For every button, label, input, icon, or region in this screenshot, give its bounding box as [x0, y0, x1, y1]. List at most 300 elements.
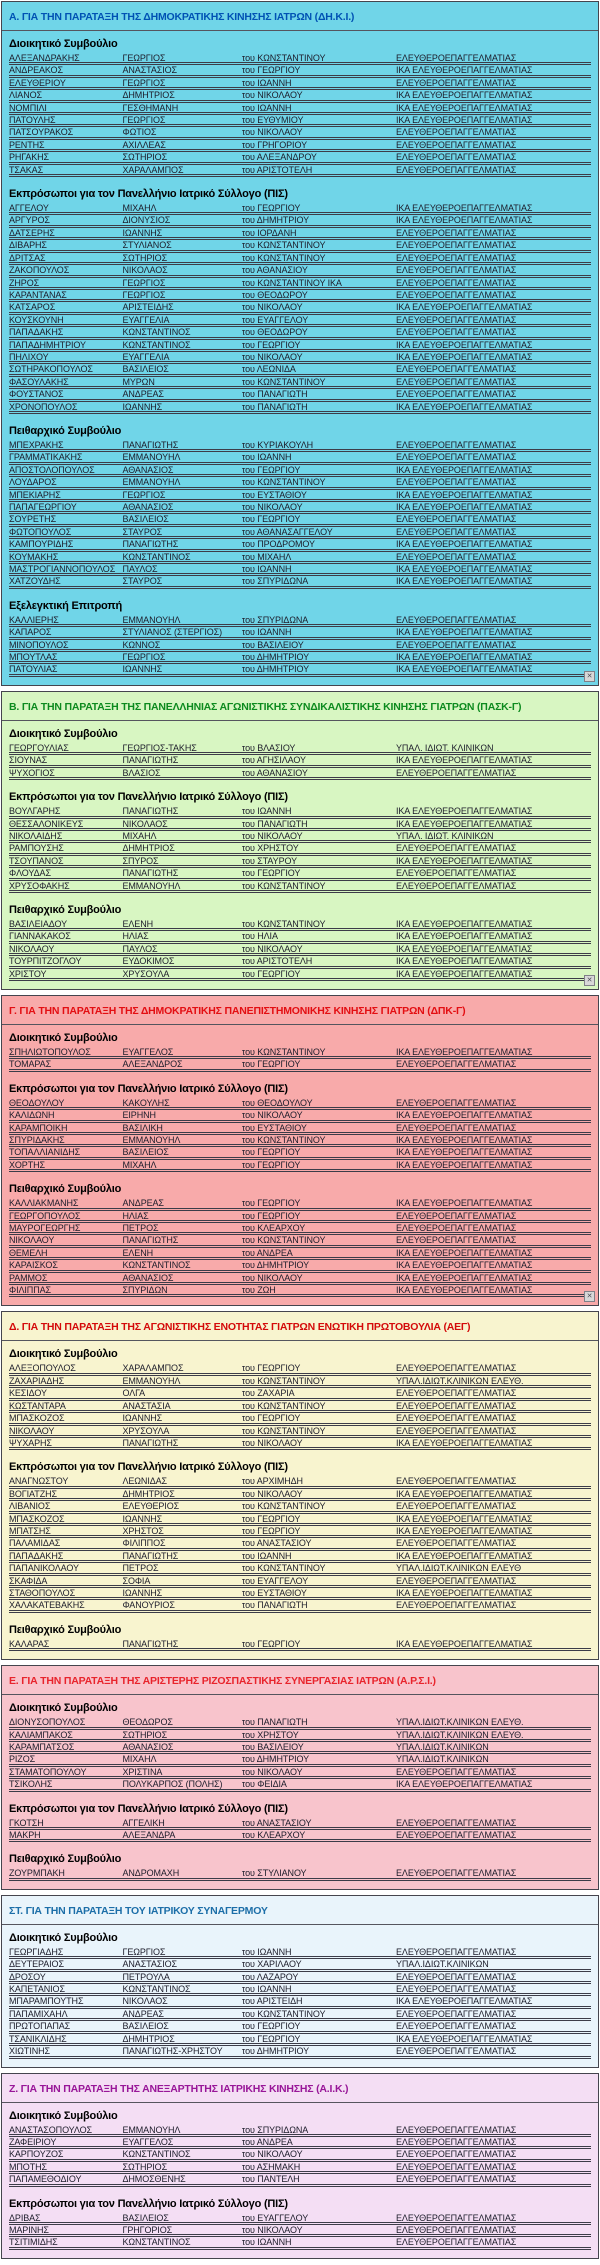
party-section-Γ [1, 995, 599, 1307]
candidate-surname: ΤΣΟΥΠΑΝΟΣ [9, 856, 64, 866]
candidate-row [9, 327, 591, 339]
candidate-row [9, 377, 591, 389]
candidate-row [9, 389, 591, 401]
candidate-father-name: του ΠΑΝΑΓΙΩΤΗ [241, 402, 308, 411]
candidate-surname: ΠΑΠΑΜΙΧΑΗΛ [9, 2009, 68, 2019]
candidate-row [9, 1211, 591, 1223]
candidate-father-name: του ΑΓΗΣΙΛΑΟΥ [241, 756, 306, 765]
candidate-occupation: ΕΛΕΥΘΕΡΟΕΠΑΓΓΕΛΜΑΤΙΑΣ [396, 2137, 517, 2147]
candidate-occupation: ΕΛΕΥΘΕΡΟΕΠΑΓΓΕΛΜΑΤΙΑΣ [396, 266, 517, 275]
group-heading: Εκπρόσωποι για τον Πανελλήνιο Ιατρικό Σύλλογο (ΠΙΣ) [9, 1461, 288, 1474]
party-section-groups [2, 1702, 598, 1881]
candidate-row [9, 1959, 591, 1971]
candidate-rows [9, 1947, 591, 2059]
candidate-row [9, 1576, 591, 1588]
candidate-first-name: ΛΕΩΝΙΔΑΣ [122, 1477, 168, 1486]
candidate-father-name: του ΕΥΑΓΓΕΛΟΥ [241, 2213, 309, 2222]
candidate-occupation: ΙΚΑ ΕΛΕΥΘΕΡΟΕΠΑΓΓΕΛΜΑΤΙΑΣ [396, 932, 533, 941]
candidate-occupation: ΕΛΕΥΘΕΡΟΕΠΑΓΓΕΛΜΑΤΙΑΣ [396, 1818, 517, 1828]
candidate-first-name: ΝΙΚΟΛΑΟΣ [122, 266, 168, 275]
candidate-surname: ΚΩΣΤΑΝΤΑΡΑ [9, 1401, 66, 1411]
candidate-surname: ΜΠΟΤΗΣ [9, 2162, 47, 2172]
candidate-father-name: του ΝΙΚΟΛΑΟΥ [241, 91, 303, 100]
candidate-occupation: ΕΛΕΥΘΕΡΟΕΠΑΓΓΕΛΜΑΤΙΑΣ [396, 153, 517, 162]
candidate-father-name: του ΓΕΩΡΓΙΟΥ [241, 1060, 301, 1069]
candidate-occupation: ΙΚΑ ΕΛΕΥΘΕΡΟΕΠΑΓΓΕΛΜΑΤΙΑΣ [396, 1588, 533, 1598]
candidate-first-name: ΣΟΦΙΑ [122, 1576, 151, 1585]
candidate-father-name: του ΔΗΜΗΤΡΙΟΥ [241, 665, 310, 674]
candidate-first-name: ΠΕΤΡΟΥΛΑ [122, 1972, 170, 1982]
candidate-row [9, 65, 591, 77]
candidate-first-name: ΕΜΜΑΝΟΥΗΛ [122, 1136, 181, 1145]
candidate-occupation: ΙΚΑ ΕΛΕΥΘΕΡΟΕΠΑΓΓΕΛΜΑΤΙΑΣ [396, 969, 533, 978]
candidate-surname: ΖΟΥΡΜΠΑΚΗ [9, 1869, 65, 1878]
candidate-surname: ΧΡΟΝΟΠΟΥΛΟΣ [9, 402, 78, 411]
candidate-rows [9, 1868, 591, 1880]
candidate-rows [9, 1639, 591, 1651]
candidate-occupation: ΙΚΑ ΕΛΕΥΘΕΡΟΕΠΑΓΓΕΛΜΑΤΙΑΣ [396, 944, 533, 954]
candidate-row [9, 627, 591, 639]
candidate-row [9, 514, 591, 526]
candidate-occupation: ΙΚΑ ΕΛΕΥΘΕΡΟΕΠΑΓΓΕΛΜΑΤΙΑΣ [396, 665, 533, 674]
candidate-occupation: ΕΛΕΥΘΕΡΟΕΠΑΓΓΕΛΜΑΤΙΑΣ [396, 1947, 517, 1957]
candidate-father-name: του ΝΙΚΟΛΑΟΥ [241, 1111, 303, 1120]
group-heading: Διοικητικό Συμβούλιο [9, 727, 118, 740]
candidate-surname: ΖΑΦΕΙΡΙΟΥ [9, 2137, 57, 2147]
candidate-row [9, 2149, 591, 2161]
election-candidate-lists-document [1, 1, 599, 2259]
candidate-rows [9, 1047, 591, 1072]
candidate-first-name: ΓΕΩΡΓΙΟΣ [122, 116, 166, 125]
candidate-first-name: ΓΕΩΡΓΙΟΣ [122, 290, 166, 300]
candidate-first-name: ΑΛΕΞΑΝΔΡΑ [122, 1831, 176, 1840]
candidate-occupation: ΕΛΕΥΘΕΡΟΕΠΑΓΓΕΛΜΑΤΙΑΣ [396, 328, 517, 337]
candidate-row [9, 1818, 591, 1830]
candidate-rows [9, 53, 591, 177]
candidate-occupation: ΕΛΕΥΘΕΡΟΕΠΑΓΓΕΛΜΑΤΙΑΣ [396, 640, 517, 650]
candidate-first-name: ΗΛΙΑΣ [122, 1211, 149, 1221]
candidate-occupation: ΥΠΑΛ.ΙΔΙΩΤ.ΚΛΙΝΙΚΩΝ [396, 1743, 489, 1752]
candidate-father-name: του ΕΥΑΓΓΕΛΟΥ [241, 315, 309, 325]
candidate-surname: ΠΑΠΑΝΙΚΟΛΑΟΥ [9, 1564, 79, 1573]
candidate-father-name: του ΑΝΔΡΕΑ [241, 2137, 293, 2147]
candidate-father-name: του ΕΥΑΓΓΕΛΟΥ [241, 1576, 309, 1585]
candidate-father-name: του ΚΩΝΣΤΑΝΤΙΝΟΥ [241, 1401, 326, 1411]
candidate-occupation: ΙΚΑ ΕΛΕΥΘΕΡΟΕΠΑΓΓΕΛΜΑΤΙΑΣ [396, 1047, 533, 1057]
candidate-first-name: ΕΜΜΑΝΟΥΗΛ [122, 881, 181, 890]
candidate-surname: ΣΙΟΥΝΑΣ [9, 756, 48, 765]
candidate-father-name: του ΑΡΙΣΤΟΤΕΛΗ [241, 957, 313, 966]
broken-image-icon[interactable]: ✕ [584, 975, 595, 986]
candidate-first-name: ΣΤΥΛΙΑΝΟΣ (ΣΤΕΡΓΙΟΣ) [122, 628, 223, 637]
candidate-first-name: ΒΑΣΙΛΕΙΟΣ [122, 515, 169, 524]
candidate-row [9, 2213, 591, 2225]
candidate-occupation: ΙΚΑ ΕΛΕΥΘΕΡΟΕΠΑΓΓΕΛΜΑΤΙΑΣ [396, 103, 533, 113]
candidate-first-name: ΣΤΥΛΙΑΝΟΣ [122, 241, 172, 250]
candidate-rows [9, 2213, 591, 2250]
candidate-first-name: ΚΩΝΣΤΑΝΤΙΝΟΣ [122, 2150, 191, 2159]
candidate-occupation: ΕΛΕΥΘΕΡΟΕΠΑΓΓΕΛΜΑΤΙΑΣ [396, 881, 517, 890]
candidate-father-name: του ΠΑΝΑΓΙΩΤΗ [241, 390, 308, 399]
candidate-group [2, 38, 598, 177]
candidate-first-name: ΒΑΣΙΛΕΙΟΣ [122, 2022, 169, 2031]
candidate-surname: ΑΝΑΓΝΩΣΤΟΥ [9, 1477, 69, 1486]
candidate-first-name: ΣΠΥΡΟΣ [122, 856, 159, 866]
candidate-rows [9, 2125, 591, 2187]
candidate-occupation: ΕΛΕΥΘΕΡΟΕΠΑΓΓΕΛΜΑΤΙΑΣ [396, 1123, 517, 1132]
candidate-occupation: ΕΛΕΥΘΕΡΟΕΠΑΓΓΕΛΜΑΤΙΑΣ [396, 1060, 517, 1069]
candidate-father-name: του ΑΣΗΜΑΚΗ [241, 2162, 301, 2172]
candidate-row [9, 755, 591, 767]
candidate-surname: ΠΡΩΤΟΠΑΠΑΣ [9, 2022, 71, 2031]
candidate-father-name: του ΚΩΝΣΤΑΝΤΙΝΟΥ [241, 54, 326, 63]
candidate-father-name: του ΧΡΗΣΤΟΥ [241, 1730, 299, 1739]
candidate-surname: ΛΟΥΔΑΡΟΣ [9, 478, 57, 487]
candidate-father-name: του ΛΑΖΑΡΟΥ [241, 1972, 299, 1982]
candidate-surname: ΓΡΑΜΜΑΤΙΚΑΚΗΣ [9, 453, 83, 462]
candidate-row [9, 576, 591, 588]
candidate-surname: ΑΛΕΞΑΝΔΡΑΚΗΣ [9, 54, 80, 63]
candidate-father-name: του ΓΕΩΡΓΙΟΥ [241, 2034, 301, 2044]
party-section-groups [2, 38, 598, 677]
candidate-surname: ΛΙΑΝΟΣ [9, 91, 42, 100]
candidate-surname: ΔΙΟΝΥΣΟΠΟΥΛΟΣ [9, 1718, 86, 1727]
candidate-first-name: ΧΑΡΑΛΑΜΠΟΣ [122, 1364, 184, 1373]
candidate-occupation: ΕΛΕΥΘΕΡΟΕΠΑΓΓΕΛΜΑΤΙΑΣ [396, 365, 517, 374]
candidate-father-name: του ΙΩΑΝΝΗ [241, 565, 292, 574]
candidate-row [9, 1413, 591, 1425]
candidate-first-name: ΝΙΚΟΛΑΟΣ [122, 819, 168, 828]
candidate-occupation: ΙΚΑ ΕΛΕΥΘΕΡΟΕΠΑΓΓΕΛΜΑΤΙΑΣ [396, 490, 533, 499]
group-heading: Πειθαρχικό Συμβούλιο [9, 1853, 122, 1866]
candidate-surname: ΧΙΩΤΙΝΗΣ [9, 2047, 50, 2056]
candidate-row [9, 1160, 591, 1172]
candidate-occupation: ΙΚΑ ΕΛΕΥΘΕΡΟΕΠΑΓΓΕΛΜΑΤΙΑΣ [396, 856, 533, 866]
candidate-surname: ΓΙΑΝΝΑΚΑΚΟΣ [9, 932, 71, 941]
candidate-father-name: του ΙΩΑΝΝΗ [241, 1985, 292, 1994]
candidate-row [9, 2137, 591, 2149]
candidate-first-name: ΑΛΕΞΑΝΔΡΟΣ [122, 1060, 183, 1069]
candidate-rows [9, 806, 591, 893]
candidate-surname: ΜΠΟΥΤΛΑΣ [9, 653, 58, 662]
candidate-occupation: ΕΛΕΥΘΕΡΟΕΠΑΓΓΕΛΜΑΤΙΑΣ [396, 527, 517, 537]
candidate-first-name: ΜΥΡΩΝ [122, 377, 155, 387]
candidate-occupation: ΕΛΕΥΘΕΡΟΕΠΑΓΓΕΛΜΑΤΙΑΣ [396, 128, 517, 137]
candidate-occupation: ΕΛΕΥΘΕΡΟΕΠΑΓΓΕΛΜΑΤΙΑΣ [396, 315, 517, 325]
candidate-father-name: του ΣΠΥΡΙΔΩΝΑ [241, 2125, 309, 2134]
candidate-father-name: του ΓΕΩΡΓΙΟΥ [241, 1160, 301, 1170]
candidate-occupation: ΙΚΑ ΕΛΕΥΘΕΡΟΕΠΑΓΓΕΛΜΑΤΙΑΣ [396, 1160, 533, 1170]
candidate-first-name: ΒΑΣΙΛΕΙΟΣ [122, 2213, 169, 2222]
candidate-surname: ΤΟΥΡΠΙΤΖΟΓΛΟΥ [9, 957, 82, 966]
candidate-surname: ΣΤΑΜΑΤΟΠΟΥΛΟΥ [9, 1767, 87, 1777]
candidate-surname: ΡΑΜΜΟΣ [9, 1273, 48, 1283]
candidate-group [2, 2110, 598, 2187]
party-section-title: ΣΤ. ΓΙΑ ΤΗΝ ΠΑΡΑΤΑΞΗ ΤΟΥ ΙΑΤΡΙΚΟΥ ΣΥΝΑΓΕΡΜΟΥ [2, 1896, 598, 1925]
candidate-group [2, 904, 598, 981]
candidate-surname: ΠΑΤΟΥΛΙΑΣ [9, 665, 58, 674]
candidate-row [9, 1110, 591, 1122]
candidate-father-name: του ΛΕΩΝΙΔΑ [241, 365, 296, 374]
candidate-father-name: του ΙΩΑΝΝΗ [241, 103, 292, 113]
candidate-occupation: ΙΚΑ ΕΛΕΥΘΕΡΟΕΠΑΓΓΕΛΜΑΤΙΑΣ [396, 819, 533, 828]
candidate-surname: ΔΡΙΤΣΑΣ [9, 253, 46, 263]
candidate-occupation: ΙΚΑ ΕΛΕΥΘΕΡΟΕΠΑΓΓΕΛΜΑΤΙΑΣ [396, 216, 533, 225]
candidate-row [9, 2225, 591, 2237]
candidate-surname: ΑΓΓΕΛΟΥ [9, 204, 49, 213]
candidate-row [9, 290, 591, 302]
candidate-occupation: ΕΛΕΥΘΕΡΟΕΠΑΓΓΕΛΜΑΤΙΑΣ [396, 390, 517, 399]
candidate-row [9, 140, 591, 152]
candidate-surname: ΠΑΛΑΜΙΔΑΣ [9, 1539, 61, 1548]
candidate-father-name: του ΝΙΚΟΛΑΟΥ [241, 2150, 303, 2159]
candidate-first-name: ΓΕΩΡΓΙΟΣ [122, 653, 166, 662]
candidate-first-name: ΑΝΑΣΤΑΣΙΑ [122, 1401, 171, 1411]
candidate-row [9, 1600, 591, 1612]
candidate-row [9, 768, 591, 780]
candidate-occupation: ΕΛΕΥΘΕΡΟΕΠΑΓΓΕΛΜΑΤΙΑΣ [396, 869, 517, 878]
candidate-occupation: ΕΛΕΥΘΕΡΟΕΠΑΓΓΕΛΜΑΤΙΑΣ [396, 1477, 517, 1486]
candidate-row [9, 203, 591, 215]
candidate-surname: ΣΚΑΦΙΔΑ [9, 1576, 48, 1585]
candidate-occupation: ΙΚΑ ΕΛΕΥΘΕΡΟΕΠΑΓΓΕΛΜΑΤΙΑΣ [396, 1148, 533, 1157]
candidate-group [2, 1461, 598, 1612]
group-heading: Διοικητικό Συμβούλιο [9, 1702, 118, 1715]
candidate-row [9, 969, 591, 981]
candidate-father-name: του ΓΕΩΡΓΙΟΥ [241, 1211, 301, 1221]
candidate-father-name: του ΚΩΝΣΤΑΝΤΙΝΟΥ [241, 253, 326, 263]
candidate-row [9, 1388, 591, 1400]
group-heading: Διοικητικό Συμβούλιο [9, 38, 118, 50]
candidate-row [9, 477, 591, 489]
candidate-row [9, 340, 591, 352]
candidate-row [9, 664, 591, 676]
candidate-father-name: του ΚΥΡΙΑΚΟΥΛΗ [241, 440, 314, 450]
candidate-surname: ΜΠΕΧΡΑΚΗΣ [9, 440, 64, 450]
candidate-first-name: ΕΥΔΟΚΙΜΟΣ [122, 957, 175, 966]
candidate-surname: ΦΙΛΙΠΠΑΣ [9, 1286, 51, 1295]
candidate-first-name: ΓΕΩΡΓΙΟΣ [122, 490, 166, 499]
candidate-first-name: ΕΜΜΑΝΟΥΗΛ [122, 1376, 181, 1386]
candidate-surname: ΨΥΧΑΡΗΣ [9, 1438, 52, 1448]
candidate-first-name: ΑΝΔΡΕΑΣ [122, 1199, 164, 1208]
candidate-surname: ΚΑΛΛΙΑΚΜΑΝΗΣ [9, 1199, 79, 1208]
candidate-first-name: ΑΡΙΣΤΕΙΔΗΣ [122, 303, 174, 312]
party-section-B [1, 691, 599, 990]
candidate-first-name: ΔΙΟΝΥΣΙΟΣ [122, 216, 171, 225]
candidate-surname: ΝΙΚΟΛΑΪΔΗΣ [9, 831, 63, 841]
candidate-group [2, 1624, 598, 1651]
candidate-father-name: του ΣΠΥΡΙΔΩΝΑ [241, 577, 309, 586]
candidate-surname: ΚΕΣΙΔΟΥ [9, 1389, 47, 1398]
candidate-surname: ΧΑΛΑΚΑΤΕΒΑΚΗΣ [9, 1601, 85, 1610]
candidate-occupation: ΕΛΕΥΘΕΡΟΕΠΑΓΓΕΛΜΑΤΙΑΣ [396, 1211, 517, 1221]
candidate-father-name: του ΖΑΧΑΡΙΑ [241, 1389, 295, 1398]
candidate-row [9, 127, 591, 139]
candidate-father-name: του ΓΕΩΡΓΙΟΥ [241, 204, 301, 213]
candidate-surname: ΤΟΠΑΛΛΙΑΝΙΔΗΣ [9, 1148, 81, 1157]
candidate-first-name: ΠΑΥΛΟΣ [122, 944, 158, 954]
candidate-occupation: ΕΛΕΥΘΕΡΟΕΠΑΓΓΕΛΜΑΤΙΑΣ [396, 2022, 517, 2031]
candidate-row [9, 1538, 591, 1550]
candidate-row [9, 90, 591, 102]
candidate-occupation: ΕΛΕΥΘΕΡΟΕΠΑΓΓΕΛΜΑΤΙΑΣ [396, 377, 517, 387]
candidate-surname: ΦΛΟΥΔΑΣ [9, 869, 51, 878]
candidate-father-name: του ΚΩΝΣΤΑΝΤΙΝΟΥ [241, 919, 326, 929]
party-section-groups [2, 1932, 598, 2059]
candidate-father-name: του ΑΝΑΣΤΑΣΙΟΥ [241, 1818, 312, 1828]
candidate-row [9, 856, 591, 868]
candidate-surname: ΝΙΚΟΛΑΟΥ [9, 1426, 55, 1435]
party-section-Ε [1, 1665, 599, 1890]
candidate-father-name: του ΙΟΡΔΑΝΗ [241, 228, 297, 238]
candidate-surname: ΜΑΣΤΡΟΓΙΑΝΝΟΠΟΥΛΟΣ [9, 565, 116, 574]
candidate-row [9, 278, 591, 290]
candidate-father-name: του ΕΥΘΥΜΙΟΥ [241, 116, 304, 125]
candidate-rows [9, 440, 591, 589]
candidate-row [9, 1947, 591, 1959]
broken-image-icon[interactable]: ✕ [584, 1291, 595, 1302]
candidate-first-name: ΑΧΙΛΛΕΑΣ [122, 140, 166, 150]
party-section-title: Δ. ΓΙΑ ΤΗΝ ΠΑΡΑΤΑΞΗ ΤΗΣ ΑΓΩΝΙΣΤΙΚΗΣ ΕΝΟΤΗΤΑΣ ΓΙΑΤΡΩΝ ΕΝΩΤΙΚΗ ΠΡΩΤΟΒΟΥΛΙΑ (ΑΕΓ) [2, 1312, 598, 1341]
candidate-row [9, 103, 591, 115]
candidate-father-name: του ΚΩΝΣΤΑΝΤΙΝΟΥ [241, 1564, 326, 1573]
candidate-first-name: ΑΘΑΝΑΣΙΟΣ [122, 1273, 174, 1283]
candidate-first-name: ΠΕΤΡΟΣ [122, 1224, 159, 1233]
candidate-father-name: του ΕΥΣΤΑΘΙΟΥ [241, 490, 307, 499]
candidate-surname: ΤΟΜΑΡΑΣ [9, 1060, 52, 1069]
candidate-surname: ΚΑΠΑΡΟΣ [9, 628, 52, 637]
candidate-occupation: ΕΛΕΥΘΕΡΟΕΠΑΓΓΕΛΜΑΤΙΑΣ [396, 2213, 517, 2222]
candidate-occupation: ΕΛΕΥΘΕΡΟΕΠΑΓΓΕΛΜΑΤΙΑΣ [396, 2175, 517, 2184]
candidate-first-name: ΕΛΕΝΗ [122, 919, 154, 929]
candidate-row [9, 240, 591, 252]
candidate-father-name: του ΒΛΑΣΙΟΥ [241, 743, 296, 753]
candidate-surname: ΖΑΧΑΡΙΑΔΗΣ [9, 1376, 65, 1386]
candidate-first-name: ΜΙΧΑΗΛ [122, 204, 157, 213]
candidate-father-name: του ΓΕΩΡΓΙΟΥ [241, 1514, 301, 1523]
candidate-row [9, 1514, 591, 1526]
group-heading: Εκπρόσωποι για τον Πανελλήνιο Ιατρικό Σύλλογο (ΠΙΣ) [9, 791, 288, 804]
candidate-first-name: ΑΝΔΡΟΜΑΧΗ [122, 1869, 180, 1878]
broken-image-icon[interactable]: ✕ [584, 671, 595, 682]
candidate-group [2, 1803, 598, 1843]
candidate-surname: ΣΩΤΗΡΑΚΟΠΟΥΛΟΣ [9, 365, 93, 374]
candidate-row [9, 640, 591, 652]
candidate-row [9, 1059, 591, 1071]
candidate-occupation: ΙΚΑ ΕΛΕΥΘΕΡΟΕΠΑΓΓΕΛΜΑΤΙΑΣ [396, 1639, 533, 1649]
candidate-first-name: ΓΕΩΡΓΙΟΣ [122, 278, 166, 287]
candidate-father-name: του ΓΕΩΡΓΙΟΥ [241, 869, 301, 878]
candidate-surname: ΠΑΠΑΔΑΚΗΣ [9, 1551, 64, 1561]
candidate-occupation: ΕΛΕΥΘΕΡΟΕΠΑΓΓΕΛΜΑΤΙΑΣ [396, 140, 517, 150]
candidate-occupation: ΕΛΕΥΘΕΡΟΕΠΑΓΓΕΛΜΑΤΙΑΣ [396, 2047, 517, 2056]
candidate-first-name: ΚΩΝΣΤΑΝΤΙΝΟΣ [122, 2238, 191, 2247]
candidate-occupation: ΥΠΑΛ.ΙΔΙΩΤ.ΚΛΙΝΙΚΩΝ ΕΛΕΥΘ. [396, 1718, 524, 1727]
candidate-father-name: του ΝΙΚΟΛΑΟΥ [241, 1489, 303, 1499]
candidate-first-name: ΜΙΧΑΗΛ [122, 831, 157, 841]
candidate-father-name: του ΝΙΚΟΛΑΟΥ [241, 944, 303, 954]
group-heading: Εκπρόσωποι για τον Πανελλήνιο Ιατρικό Σύλλογο (ΠΙΣ) [9, 1802, 288, 1815]
candidate-father-name: του ΔΗΜΗΤΡΙΟΥ [241, 1261, 310, 1270]
candidate-row [9, 315, 591, 327]
party-section-title: Ζ. ΓΙΑ ΤΗΝ ΠΑΡΑΤΑΞΗ ΤΗΣ ΑΝΕΞΑΡΤΗΤΗΣ ΙΑΤΡΙΚΗΣ ΚΙΝΗΣΗΣ (Α.Ι.Κ.) [2, 2074, 598, 2103]
candidate-occupation: ΙΚΑ ΕΛΕΥΘΕΡΟΕΠΑΓΓΕΛΜΑΤΙΑΣ [396, 503, 533, 512]
candidate-first-name: ΓΕΩΡΓΙΟΣ [122, 1947, 166, 1957]
candidate-row [9, 1047, 591, 1059]
candidate-father-name: του ΜΙΧΑΗΛ [241, 552, 292, 562]
candidate-row [9, 364, 591, 376]
candidate-surname: ΑΛΕΞΟΠΟΥΛΟΣ [9, 1364, 76, 1373]
candidate-surname: ΣΠΥΡΙΔΑΚΗΣ [9, 1136, 65, 1145]
group-heading: Εκπρόσωποι για τον Πανελλήνιο Ιατρικό Σύλλογο (ΠΙΣ) [9, 1082, 288, 1095]
candidate-father-name: του ΙΩΑΝΝΗ [241, 453, 292, 462]
candidate-first-name: ΙΩΑΝΝΗΣ [122, 402, 163, 411]
candidate-row [9, 1730, 591, 1742]
candidate-surname: ΒΟΥΛΓΑΡΗΣ [9, 807, 61, 816]
candidate-rows [9, 615, 591, 677]
candidate-father-name: του ΓΕΩΡΓΙΟΥ [241, 1526, 301, 1536]
candidate-first-name: ΚΩΝΣΤΑΝΤΙΝΟΣ [122, 340, 191, 349]
candidate-rows [9, 203, 591, 414]
candidate-row [9, 868, 591, 880]
candidate-group [2, 728, 598, 780]
candidate-first-name: ΔΗΜΟΣΘΕΝΗΣ [122, 2175, 186, 2184]
candidate-row [9, 2046, 591, 2058]
candidate-occupation: ΕΛΕΥΘΕΡΟΕΠΑΓΓΕΛΜΑΤΙΑΣ [396, 1389, 517, 1398]
candidate-first-name: ΣΩΤΗΡΙΟΣ [122, 153, 168, 162]
candidate-first-name: ΑΝΑΣΤΑΣΙΟΣ [122, 1960, 178, 1969]
candidate-father-name: του ΝΙΚΟΛΑΟΥ [241, 128, 303, 137]
candidate-father-name: του ΘΕΟΔΟΥΛΟΥ [241, 1098, 313, 1108]
candidate-father-name: του ΑΡΙΣΤΕΙΔΗ [241, 1997, 303, 2006]
candidate-first-name: ΙΩΑΝΝΗΣ [122, 1514, 163, 1523]
candidate-father-name: του ΑΝΔΡΕΑ [241, 1248, 293, 1258]
candidate-first-name: ΙΩΑΝΝΗΣ [122, 1414, 163, 1423]
candidate-occupation: ΙΚΑ ΕΛΕΥΘΕΡΟΕΠΑΓΓΕΛΜΑΤΙΑΣ [396, 1248, 533, 1258]
candidate-father-name: του ΔΗΜΗΤΡΙΟΥ [241, 1755, 310, 1764]
candidate-first-name: ΦΩΤΙΟΣ [122, 128, 157, 137]
candidate-first-name: ΠΑΝΑΓΙΩΤΗΣ [122, 440, 179, 450]
candidate-occupation: ΕΛΕΥΘΕΡΟΕΠΑΓΓΕΛΜΑΤΙΑΣ [396, 54, 517, 63]
candidate-row [9, 1501, 591, 1513]
candidate-first-name: ΧΡΙΣΤΙΝΑ [122, 1767, 163, 1777]
candidate-first-name: ΔΗΜΗΤΡΙΟΣ [122, 2034, 175, 2044]
candidate-surname: ΠΑΤΣΟΥΡΑΚΟΣ [9, 128, 74, 137]
candidate-father-name: του ΠΑΝΑΓΙΩΤΗ [241, 1718, 308, 1727]
candidate-rows [9, 743, 591, 780]
candidate-surname: ΦΩΤΟΠΟΥΛΟΣ [9, 527, 72, 537]
candidate-occupation: ΕΛΕΥΘΕΡΟΕΠΑΓΓΕΛΜΑΤΙΑΣ [396, 515, 517, 524]
candidate-first-name: ΟΛΓΑ [122, 1389, 146, 1398]
candidate-first-name: ΚΩΝΣΤΑΝΤΙΝΟΣ [122, 552, 191, 562]
candidate-row [9, 53, 591, 65]
candidate-row [9, 1401, 591, 1413]
candidate-first-name: ΑΘΑΝΑΣΙΟΣ [122, 465, 174, 475]
candidate-row [9, 2174, 591, 2186]
candidate-surname: ΧΡΙΣΤΟΥ [9, 969, 47, 978]
candidate-occupation: ΙΚΑ ΕΛΕΥΘΕΡΟΕΠΑΓΓΕΛΜΑΤΙΑΣ [396, 303, 533, 312]
candidate-occupation: ΙΚΑ ΕΛΕΥΘΕΡΟΕΠΑΓΓΕΛΜΑΤΙΑΣ [396, 1136, 533, 1145]
candidate-occupation: ΙΚΑ ΕΛΕΥΘΕΡΟΕΠΑΓΓΕΛΜΑΤΙΑΣ [396, 1526, 533, 1536]
candidate-first-name: ΓΕΩΡΓΙΟΣ-ΤΑΚΗΣ [122, 743, 197, 753]
candidate-first-name: ΓΡΗΓΟΡΙΟΣ [122, 2225, 173, 2235]
candidate-group [2, 1083, 598, 1172]
candidate-father-name: του ΓΕΩΡΓΙΟΥ [241, 1414, 301, 1423]
candidate-father-name: του ΠΑΝΑΓΙΩΤΗ [241, 819, 308, 828]
candidate-first-name: ΕΜΜΑΝΟΥΗΛ [122, 453, 181, 462]
candidate-first-name: ΚΑΚΟΥΛΗΣ [122, 1098, 170, 1108]
